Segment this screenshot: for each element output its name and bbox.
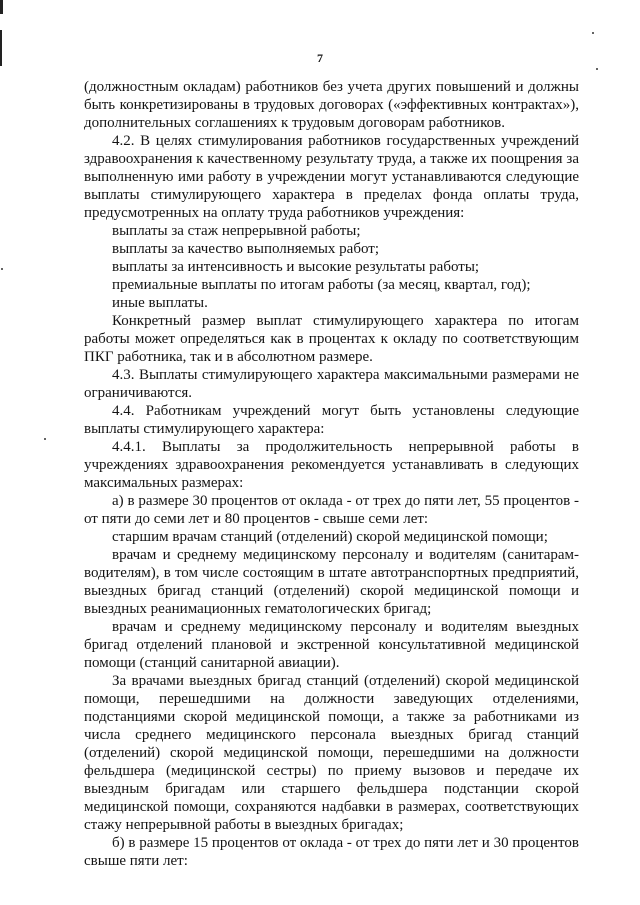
paragraph: а) в размере 30 процентов от оклада - от трех до пяти лет, 55 процентов - от пяти до семи лет и 80 процентов - свыше семи лет: bbox=[84, 493, 579, 527]
paragraph: иные выплаты. bbox=[112, 295, 208, 311]
paragraph: врачам и среднему медицинскому персоналу и водителям выездных бригад отделений плановой и экстренной консультативной медицинской помощи (станций санитарной авиации). bbox=[84, 619, 579, 671]
paragraph: 4.4.1. Выплаты за продолжительность непрерывной работы в учреждениях здравоохранения рекомендуется устанавливать в следующих максимальных размерах: bbox=[84, 439, 579, 491]
paragraph: б) в размере 15 процентов от оклада - от трех до пяти лет и 30 процентов свыше пяти лет: bbox=[84, 835, 579, 869]
paragraph: выплаты за интенсивность и высокие результаты работы; bbox=[112, 259, 480, 275]
scan-dot bbox=[44, 438, 46, 440]
scan-dot bbox=[1, 268, 3, 270]
paragraph: выплаты за качество выполняемых работ; bbox=[112, 241, 379, 257]
paragraph: премиальные выплаты по итогам работы (за месяц, квартал, год); bbox=[112, 277, 531, 293]
paragraph: 4.3. Выплаты стимулирующего характера максимальными размерами не ограничиваются. bbox=[84, 367, 579, 401]
paragraph: За врачами выездных бригад станций (отделений) скорой медицинской помощи, перешедшими на должности заведующих отделениями, подстанциями скорой медицинской помощи, а также за работниками из числа среднего медицинского персонала выездных бригад станций (отделений) скорой медицинской помощи, перешедшими на должности фельдшера (медицинской сестры) по приему вызовов и передаче их выездным бригадам или старшего фельдшера подстанции скорой медицинской помощи, сохраняются надбавки в размерах, соответствующих стажу непрерывной работы в выездных бригадах; bbox=[84, 673, 579, 833]
paragraph: (должностным окладам) работников без учета других повышений и должны быть конкретизированы в трудовых договорах («эффективных контрактах»), дополнительных соглашениях к трудовым договорам работников. bbox=[84, 79, 579, 131]
binding-mark bbox=[0, 0, 3, 14]
scan-dot bbox=[592, 32, 594, 34]
document-body bbox=[84, 78, 579, 870]
scan-dot bbox=[596, 68, 598, 70]
paragraph: выплаты за стаж непрерывной работы; bbox=[112, 223, 361, 239]
paragraph: Конкретный размер выплат стимулирующего характера по итогам работы может определяться как в процентах к окладу по соответствующим ПКГ работника, так и в абсолютном размере. bbox=[84, 313, 579, 365]
paragraph: врачам и среднему медицинскому персоналу и водителям (санитарам-водителям), в том числе состоящим в штате автотранспортных предприятий, выездных бригад станций (отделений) скорой медицинской помощи и выездных реанимационных гематологических бригад; bbox=[84, 547, 579, 617]
page-number: 7 bbox=[317, 51, 323, 65]
paragraph: 4.2. В целях стимулирования работников государственных учреждений здравоохранения к качественному результату труда, а также их поощрения за выполненную ими работу в учреждении могут устанавливаются следующие выплаты стимулирующего характера в пределах фонда оплаты труда, предусмотренных на оплату труда работников учреждения: bbox=[84, 133, 579, 221]
paragraph: 4.4. Работникам учреждений могут быть установлены следующие выплаты стимулирующего характера: bbox=[84, 403, 579, 437]
paragraph: старшим врачам станций (отделений) скорой медицинской помощи; bbox=[112, 529, 548, 545]
